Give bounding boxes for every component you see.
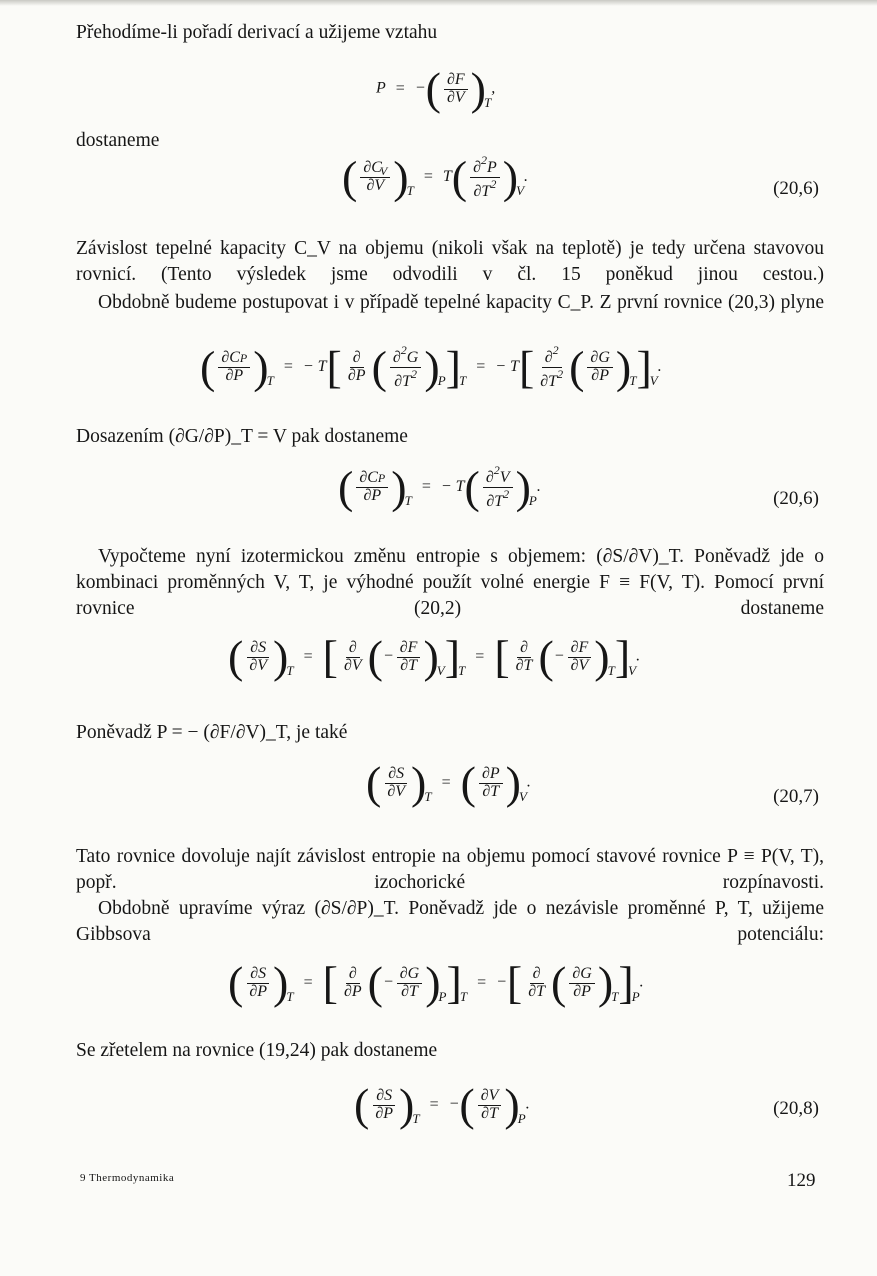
equation-dS-dV: ( $\frac{\partial S}{\partial V}$ )$_T=$ ( $\frac{\partial P}{\partial T}$ )$_V$.	[366, 757, 531, 808]
paragraph-1: Přehodíme-li pořadí derivací a užijeme vztahu	[76, 22, 438, 43]
equation-dCp-dP-expansion: ( $\frac{\partial CP}{\partial P}$ )$_T= - T$[ $\frac{\partial}{\partial P}$ ( $\frac{\partial^2G}{\partial T^2}$ )$_P]_T= - T$[ $\frac{\partial^2}{\partial T^2}$ ( $\frac{\partial G}{\partial P}$ )$_T]_V$.	[200, 341, 662, 393]
paragraph-9: Obdobně upravíme výraz (∂S/∂P)_T. Poněvadž jde o nezávisle proměnné P, T, užijeme Gibbsova potenciálu:	[76, 898, 824, 945]
paragraph-6: Vypočteme nyní izotermickou změnu entropie s objemem: (∂S/∂V)_T. Poněvadž jde o kombinaci proměnných V, T, je výhodné použít volné energie F ≡ F(V, T). Pomocí první rovnice (20,2) dostaneme	[76, 546, 824, 619]
paragraph-10: Se zřetelem na rovnice (19,24) pak dostaneme	[76, 1040, 438, 1061]
equation-pressure: P = −( $\frac{\partial F}{\partial V}$ )$_T$,	[376, 63, 496, 114]
signature-mark: 9 Thermodynamika	[80, 1172, 175, 1184]
equation-number-20-6-b: (20,6)	[773, 488, 819, 509]
page-top-shadow	[0, 0, 877, 6]
equation-number-20-6-a: (20,6)	[773, 178, 819, 199]
paragraph-4: Obdobně budeme postupovat i v případě tepelné kapacity C_P. Z první rovnice (20,3) plyne	[98, 292, 824, 313]
equation-number-20-8: (20,8)	[773, 1098, 819, 1119]
equation-dCp-dP: ( $\frac{\partial CP}{\partial P}$ )$_T= - T$( $\frac{\partial^2V}{\partial T^2}$ )$_P$.	[338, 461, 541, 513]
equation-number-20-7: (20,7)	[773, 786, 819, 807]
paragraph-3: Závislost tepelné kapacity C_V na objemu (nikoli však na teplotě) je tedy určena stavovou rovnicí. (Tento výsledek jsme odvodili v čl. 15 poněkud jinou cestou.)	[76, 238, 824, 285]
equation-dCv-dV: ( $\frac{\partial C_V}{\partial V}$ )$_T= T$( $\frac{\partial^2P}{\partial T^2}$ )$_V$.	[342, 151, 529, 203]
paragraph-5: Dosazením (∂G/∂P)_T = V pak dostaneme	[76, 426, 408, 447]
page-number: 129	[787, 1170, 816, 1191]
equation-dS-dP: ( $\frac{\partial S}{\partial P}$ )$_T=$ −( $\frac{\partial V}{\partial T}$ )$_P$.	[354, 1079, 530, 1130]
paragraph-7: Poněvadž P = − (∂F/∂V)_T, je také	[76, 722, 348, 743]
paragraph-8: Tato rovnice dovoluje najít závislost entropie na objemu pomocí stavové rovnice P ≡ P(V, T), popř. izochorické rozpínavosti.	[76, 846, 824, 893]
paragraph-2: dostaneme	[76, 130, 160, 151]
equation-dS-dV-expansion: ( $\frac{\partial S}{\partial V}$ )$_T=$ [ $\frac{\partial}{\partial V}$ (− $\frac{\partial F}{\partial T}$ )$_V]_T=$ [ $\frac{\partial}{\partial T}$ (− $\frac{\partial F}{\partial V}$ )$_T]_V$.	[228, 631, 641, 682]
equation-dS-dP-expansion: ( $\frac{\partial S}{\partial P}$ )$_T=$ [ $\frac{\partial}{\partial P}$ (− $\frac{\partial G}{\partial T}$ )$_P]_T=$ −[ $\frac{\partial}{\partial T}$ ( $\frac{\partial G}{\partial P}$ )$_T]_P$.	[228, 957, 644, 1008]
